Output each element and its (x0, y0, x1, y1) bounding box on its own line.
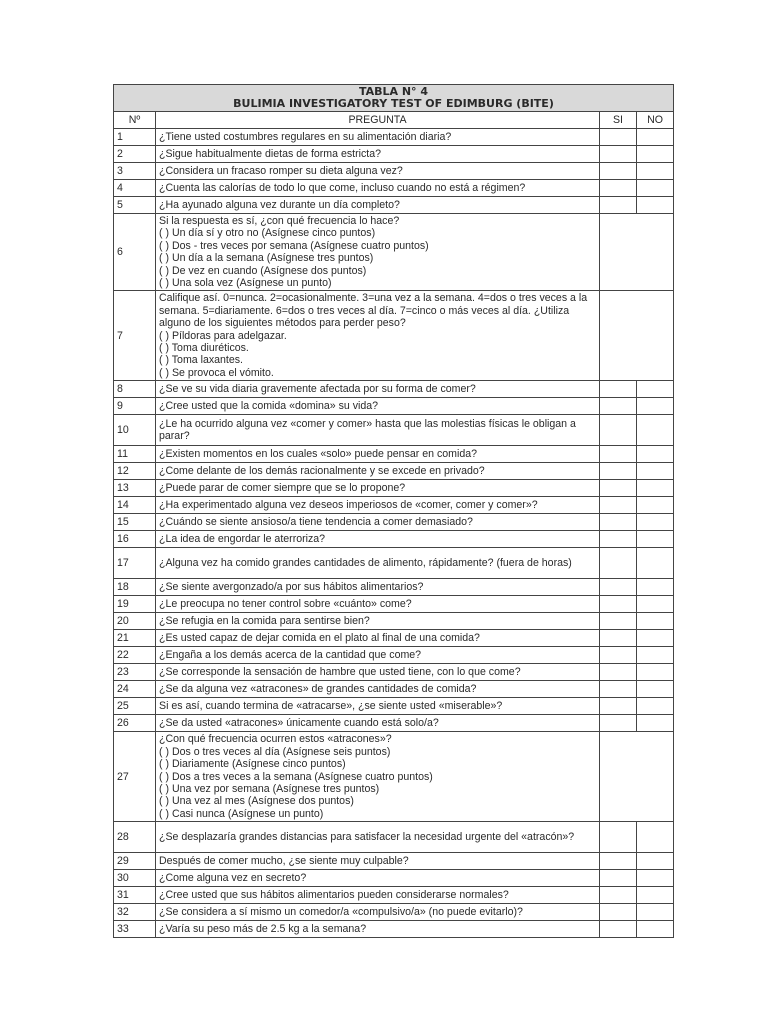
question-cell (156, 613, 600, 630)
question-number: 13 (114, 480, 156, 497)
answer-yes-cell[interactable] (600, 887, 637, 904)
question-text: ¿Se refugia en la comida para sentirse bien? (159, 615, 370, 628)
answer-no-cell[interactable] (637, 415, 674, 446)
answer-no-cell[interactable] (637, 822, 674, 853)
table-row (114, 548, 674, 579)
answer-option: ( ) Toma laxantes. (159, 354, 243, 367)
table-row (114, 681, 674, 698)
question-number: 18 (114, 579, 156, 596)
answer-yes-cell[interactable] (600, 664, 637, 681)
question-number: 25 (114, 698, 156, 715)
table-title-line1: TABLA N° 4 (358, 85, 429, 98)
answer-yes-cell[interactable] (600, 415, 637, 446)
answer-option: ( ) Dos - tres veces por semana (Asígnese cuatro puntos) (159, 239, 429, 252)
answer-option: ( ) Una vez al mes (Asígnese dos puntos) (159, 795, 354, 808)
answer-option: ( ) Diariamente (Asígnese cinco puntos) (159, 758, 346, 771)
question-cell (156, 822, 600, 853)
table-row (114, 647, 674, 664)
table-row (114, 853, 674, 870)
table-row (114, 180, 674, 197)
question-cell (156, 291, 600, 381)
question-number: 15 (114, 514, 156, 531)
question-number: 19 (114, 596, 156, 613)
answer-no-cell[interactable] (637, 180, 674, 197)
question-cell (156, 146, 600, 163)
question-cell (156, 681, 600, 698)
header-yes: SI (600, 112, 637, 129)
question-number: 33 (114, 921, 156, 938)
answer-option: ( ) Un día sí y otro no (Asígnese cinco puntos) (159, 227, 376, 240)
table-row (114, 480, 674, 497)
question-number: 22 (114, 647, 156, 664)
question-cell (156, 548, 600, 579)
table-row (114, 596, 674, 613)
question-cell (156, 398, 600, 415)
question-text: ¿Sigue habitualmente dietas de forma estricta? (159, 147, 382, 160)
answer-yes-cell[interactable] (600, 579, 637, 596)
question-cell (156, 630, 600, 647)
answer-no-cell[interactable] (637, 887, 674, 904)
answer-yes-cell[interactable] (600, 613, 637, 630)
answer-yes-cell[interactable] (600, 531, 637, 548)
question-text: ¿Cree usted que sus hábitos alimentarios pueden considerarse normales? (159, 888, 509, 901)
question-text: ¿Se da usted «atracones» únicamente cuando está solo/a? (159, 717, 439, 730)
question-text: ¿La idea de engordar le aterroriza? (159, 533, 326, 546)
question-text: ¿Engaña a los demás acerca de la cantidad que come? (159, 649, 422, 662)
question-number: 20 (114, 613, 156, 630)
table-row (114, 129, 674, 146)
header-no: NO (637, 112, 674, 129)
question-text: ¿Varía su peso más de 2.5 kg a la semana? (159, 922, 367, 935)
question-cell (156, 904, 600, 921)
question-cell (156, 446, 600, 463)
answer-yes-cell[interactable] (600, 197, 637, 214)
question-number: 26 (114, 715, 156, 732)
question-number: 31 (114, 887, 156, 904)
question-text: ¿Con qué frecuencia ocurren estos «atracones»? (159, 733, 392, 746)
answer-no-cell[interactable] (637, 904, 674, 921)
question-text: ¿Ha experimentado alguna vez deseos imperiosos de «comer, comer y comer»? (159, 499, 538, 512)
question-text: ¿Se considera a sí mismo un comedor/a «compulsivo/a» (no puede evitarlo)? (159, 905, 523, 918)
answer-yes-cell[interactable] (600, 398, 637, 415)
question-text: ¿Se da alguna vez «atracones» de grandes cantidades de comida? (159, 683, 477, 696)
answer-no-cell[interactable] (637, 613, 674, 630)
answer-no-cell[interactable] (637, 446, 674, 463)
table-row (114, 514, 674, 531)
answer-no-cell[interactable] (637, 463, 674, 480)
question-text: ¿Es usted capaz de dejar comida en el plato al final de una comida? (159, 632, 480, 645)
table-row (114, 163, 674, 180)
answer-no-cell[interactable] (637, 398, 674, 415)
answer-no-cell[interactable] (637, 579, 674, 596)
question-cell (156, 921, 600, 938)
answer-cell-merged (600, 214, 674, 291)
question-text: ¿Come alguna vez en secreto? (159, 871, 307, 884)
answer-option: ( ) De vez en cuando (Asígnese dos puntos) (159, 264, 367, 277)
answer-yes-cell[interactable] (600, 548, 637, 579)
bite-table (113, 84, 674, 938)
answer-no-cell[interactable] (637, 921, 674, 938)
answer-no-cell[interactable] (637, 129, 674, 146)
answer-option: ( ) Se provoca el vómito. (159, 366, 274, 379)
table-row (114, 579, 674, 596)
answer-no-cell[interactable] (637, 163, 674, 180)
answer-no-cell[interactable] (637, 698, 674, 715)
answer-no-cell[interactable] (637, 531, 674, 548)
answer-yes-cell[interactable] (600, 163, 637, 180)
answer-yes-cell[interactable] (600, 446, 637, 463)
answer-option: ( ) Toma diuréticos. (159, 342, 249, 355)
question-text: ¿Se ve su vida diaria gravemente afectada por su forma de comer? (159, 383, 476, 396)
answer-yes-cell[interactable] (600, 921, 637, 938)
question-text: ¿Se siente avergonzado/a por sus hábitos alimentarios? (159, 581, 424, 594)
question-text: Si la respuesta es sí, ¿con qué frecuencia lo hace? (159, 215, 400, 227)
answer-yes-cell[interactable] (600, 514, 637, 531)
table-row (114, 197, 674, 214)
answer-no-cell[interactable] (637, 548, 674, 579)
table-row (114, 463, 674, 480)
question-cell (156, 715, 600, 732)
question-text: ¿Cree usted que la comida «domina» su vida? (159, 400, 379, 413)
table-row (114, 415, 674, 446)
question-number: 27 (114, 732, 156, 822)
question-cell (156, 579, 600, 596)
table-row (114, 664, 674, 681)
answer-no-cell[interactable] (637, 146, 674, 163)
question-number: 23 (114, 664, 156, 681)
answer-no-cell[interactable] (637, 681, 674, 698)
answer-no-cell[interactable] (637, 870, 674, 887)
answer-no-cell[interactable] (637, 381, 674, 398)
header-num: Nº (114, 112, 156, 129)
answer-yes-cell[interactable] (600, 870, 637, 887)
question-cell (156, 853, 600, 870)
answer-yes-cell[interactable] (600, 822, 637, 853)
question-number: 4 (114, 180, 156, 197)
answer-yes-cell[interactable] (600, 681, 637, 698)
answer-no-cell[interactable] (637, 853, 674, 870)
question-text: ¿Considera un fracaso romper su dieta alguna vez? (159, 164, 403, 177)
table-row (114, 630, 674, 647)
table-row (114, 698, 674, 715)
question-text: ¿Se corresponde la sensación de hambre que usted tiene, con lo que come? (159, 666, 521, 679)
answer-option: ( ) Un día a la semana (Asígnese tres puntos) (159, 252, 374, 265)
table-row (114, 146, 674, 163)
question-cell (156, 381, 600, 398)
answer-cell-merged (600, 291, 674, 381)
table-row (114, 921, 674, 938)
question-text: ¿Puede parar de comer siempre que se lo propone? (159, 482, 406, 495)
question-text: Si es así, cuando termina de «atracarse», ¿se siente usted «miserable»? (159, 700, 503, 713)
question-cell (156, 214, 600, 291)
question-number: 8 (114, 381, 156, 398)
answer-option: ( ) Una sola vez (Asígnese un punto) (159, 277, 332, 290)
table-row (114, 904, 674, 921)
table-row (114, 446, 674, 463)
question-text: ¿Cuenta las calorías de todo lo que come, incluso cuando no está a régimen? (159, 181, 526, 194)
question-number: 3 (114, 163, 156, 180)
question-text: ¿Le ha ocurrido alguna vez «comer y comer» hasta que las molestias físicas le obligan a parar? (159, 417, 576, 443)
question-number: 6 (114, 214, 156, 291)
question-cell (156, 596, 600, 613)
table-row (114, 870, 674, 887)
answer-option: ( ) Una vez por semana (Asígnese tres puntos) (159, 782, 380, 795)
table-body (114, 129, 674, 938)
question-text: Califique así. 0=nunca. 2=ocasionalmente. 3=una vez a la semana. 4=dos o tres veces a la semana. 5=diariamente. 6=dos o tres veces al día. 7=cinco o más veces al día. ¿Utiliza alguno de los siguientes métodos para perder peso? (159, 292, 588, 330)
question-text: ¿Ha ayunado alguna vez durante un día completo? (159, 198, 400, 211)
answer-no-cell[interactable] (637, 497, 674, 514)
table-row (114, 715, 674, 732)
question-number: 21 (114, 630, 156, 647)
answer-yes-cell[interactable] (600, 647, 637, 664)
question-number: 17 (114, 548, 156, 579)
answer-yes-cell[interactable] (600, 463, 637, 480)
question-cell (156, 180, 600, 197)
header-row (114, 112, 674, 129)
question-text: ¿Tiene usted costumbres regulares en su alimentación diaria? (159, 130, 452, 143)
question-number: 2 (114, 146, 156, 163)
answer-yes-cell[interactable] (600, 715, 637, 732)
question-cell (156, 163, 600, 180)
answer-option: ( ) Dos o tres veces al día (Asígnese seis puntos) (159, 745, 391, 758)
answer-cell-merged (600, 732, 674, 822)
question-number: 10 (114, 415, 156, 446)
answer-yes-cell[interactable] (600, 180, 637, 197)
question-number: 1 (114, 129, 156, 146)
question-number: 12 (114, 463, 156, 480)
table-row (114, 531, 674, 548)
table-row (114, 291, 674, 381)
question-cell (156, 415, 600, 446)
table-row (114, 381, 674, 398)
question-number: 32 (114, 904, 156, 921)
answer-yes-cell[interactable] (600, 146, 637, 163)
answer-yes-cell[interactable] (600, 381, 637, 398)
question-number: 16 (114, 531, 156, 548)
question-number: 30 (114, 870, 156, 887)
answer-no-cell[interactable] (637, 647, 674, 664)
answer-yes-cell[interactable] (600, 497, 637, 514)
answer-no-cell[interactable] (637, 664, 674, 681)
table-title (114, 85, 674, 112)
question-text: ¿Le preocupa no tener control sobre «cuánto» come? (159, 598, 412, 611)
table-row (114, 497, 674, 514)
question-text: ¿Alguna vez ha comido grandes cantidades de alimento, rápidamente? (fuera de horas) (159, 557, 572, 570)
question-number: 24 (114, 681, 156, 698)
table-row (114, 887, 674, 904)
question-text: ¿Se desplazaría grandes distancias para satisfacer la necesidad urgente del «atracón»? (159, 830, 575, 843)
answer-yes-cell[interactable] (600, 630, 637, 647)
table-row (114, 822, 674, 853)
question-number: 29 (114, 853, 156, 870)
answer-no-cell[interactable] (637, 514, 674, 531)
question-number: 9 (114, 398, 156, 415)
answer-yes-cell[interactable] (600, 904, 637, 921)
answer-option: ( ) Píldoras para adelgazar. (159, 329, 287, 342)
question-number: 28 (114, 822, 156, 853)
answer-yes-cell[interactable] (600, 698, 637, 715)
question-text: ¿Come delante de los demás racionalmente y se excede en privado? (159, 465, 485, 478)
answer-no-cell[interactable] (637, 596, 674, 613)
answer-yes-cell[interactable] (600, 596, 637, 613)
question-cell (156, 664, 600, 681)
question-cell (156, 732, 600, 822)
question-cell (156, 197, 600, 214)
answer-no-cell[interactable] (637, 630, 674, 647)
question-text: ¿Cuándo se siente ansioso/a tiene tendencia a comer demasiado? (159, 516, 473, 529)
question-number: 5 (114, 197, 156, 214)
answer-option: ( ) Dos a tres veces a la semana (Asígnese cuatro puntos) (159, 770, 433, 783)
table-title-line2: BULIMIA INVESTIGATORY TEST OF EDIMBURG (BITE) (233, 97, 554, 110)
question-cell (156, 531, 600, 548)
answer-yes-cell[interactable] (600, 480, 637, 497)
question-text: ¿Existen momentos en los cuales «solo» puede pensar en comida? (159, 448, 477, 461)
question-cell (156, 480, 600, 497)
question-number: 11 (114, 446, 156, 463)
question-number: 14 (114, 497, 156, 514)
question-number: 7 (114, 291, 156, 381)
header-question: PREGUNTA (156, 112, 600, 129)
table-row (114, 214, 674, 291)
question-cell (156, 129, 600, 146)
answer-no-cell[interactable] (637, 715, 674, 732)
question-cell (156, 887, 600, 904)
question-cell (156, 647, 600, 664)
answer-no-cell[interactable] (637, 480, 674, 497)
answer-no-cell[interactable] (637, 197, 674, 214)
question-cell (156, 698, 600, 715)
question-cell (156, 497, 600, 514)
table-row (114, 732, 674, 822)
answer-yes-cell[interactable] (600, 853, 637, 870)
table-row (114, 613, 674, 630)
question-text: Después de comer mucho, ¿se siente muy culpable? (159, 854, 409, 867)
answer-yes-cell[interactable] (600, 129, 637, 146)
answer-option: ( ) Casi nunca (Asígnese un punto) (159, 807, 324, 820)
question-cell (156, 463, 600, 480)
question-cell (156, 870, 600, 887)
table-row (114, 398, 674, 415)
question-cell (156, 514, 600, 531)
